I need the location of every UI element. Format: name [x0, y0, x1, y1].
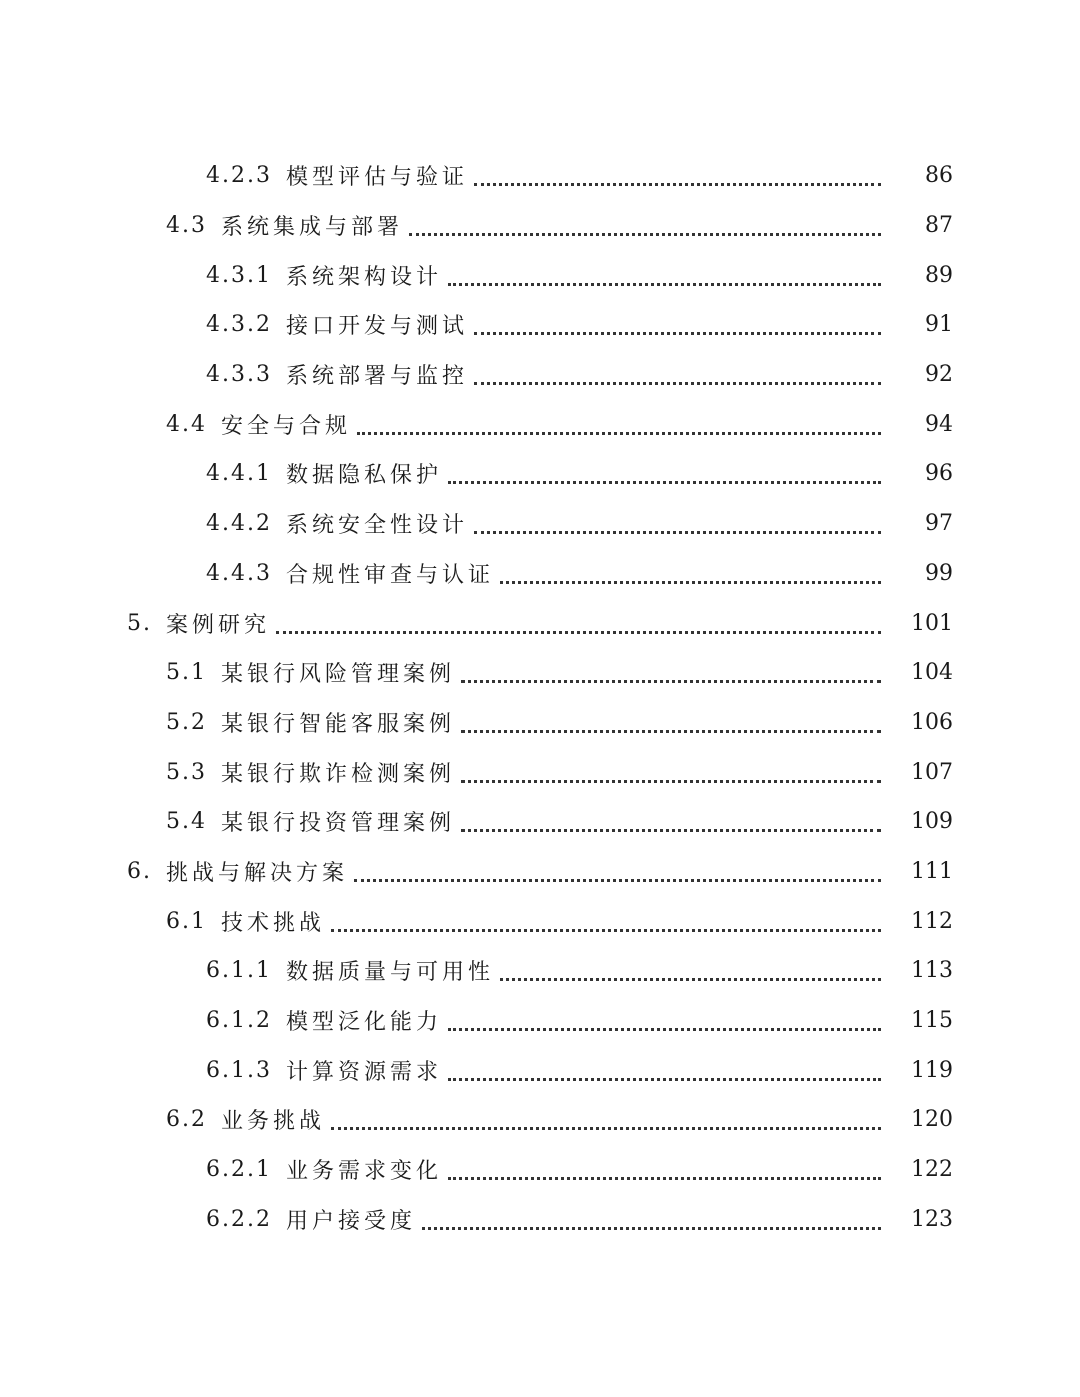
- toc-entry-number: 4.4.1: [206, 461, 272, 487]
- toc-entry-page: 89: [925, 262, 953, 288]
- toc-entry-page: 92: [925, 362, 953, 388]
- toc-entry[interactable]: [0, 499, 1080, 549]
- toc-entry-number: 5.: [127, 610, 152, 636]
- dot-leader: [448, 1056, 881, 1081]
- toc-entry[interactable]: [0, 1194, 1080, 1244]
- toc-entry-page: 107: [911, 759, 953, 785]
- toc-entry-title: 挑战与解决方案: [166, 860, 349, 886]
- toc-entry-page: 119: [911, 1057, 953, 1083]
- toc-entry-number: 6.2: [166, 1107, 207, 1133]
- dot-leader: [461, 658, 881, 683]
- toc-entry-page: 96: [925, 461, 953, 487]
- toc-entry-title: 技术挑战: [221, 910, 326, 936]
- toc-entry[interactable]: [0, 1045, 1080, 1095]
- toc-entry-number: 4.3.1: [206, 262, 272, 288]
- dot-leader: [331, 907, 881, 932]
- toc-entry[interactable]: [0, 896, 1080, 946]
- toc-entry[interactable]: [0, 201, 1080, 251]
- toc-entry-title: 合规性审查与认证: [285, 562, 494, 588]
- dot-leader: [409, 211, 881, 236]
- toc-entry-title: 模型泛化能力: [285, 1010, 442, 1036]
- toc-entry-page: 122: [911, 1157, 953, 1183]
- toc-entry-page: 104: [911, 660, 953, 686]
- toc-entry-number: 5.4: [166, 809, 207, 835]
- toc-entry-page: 115: [911, 1008, 953, 1034]
- toc-entry-title: 某银行风险管理案例: [221, 662, 456, 688]
- toc-entry-title: 数据质量与可用性: [285, 960, 494, 986]
- toc-entry-title: 用户接受度: [285, 1208, 416, 1234]
- toc-entry[interactable]: [0, 648, 1080, 698]
- toc-entry-title: 系统安全性设计: [285, 513, 468, 539]
- toc-entry-title: 数据隐私保护: [285, 463, 442, 489]
- dot-leader: [448, 1006, 881, 1031]
- toc-entry[interactable]: [0, 250, 1080, 300]
- dot-leader: [474, 310, 881, 335]
- toc-entry-page: 87: [925, 213, 953, 239]
- toc-entry-page: 97: [925, 511, 953, 537]
- toc-entry-number: 4.4: [166, 411, 207, 437]
- toc-entry[interactable]: [0, 300, 1080, 350]
- dot-leader: [448, 261, 881, 286]
- toc-entry[interactable]: [0, 797, 1080, 847]
- toc-entry-title: 模型评估与验证: [285, 165, 468, 191]
- toc-entry-title: 案例研究: [166, 612, 271, 638]
- toc-entry[interactable]: [0, 698, 1080, 748]
- toc-entry[interactable]: [0, 847, 1080, 897]
- dot-leader: [474, 360, 881, 385]
- toc-entry-number: 6.: [127, 858, 152, 884]
- dot-leader: [276, 609, 881, 634]
- toc-entry[interactable]: [0, 399, 1080, 449]
- toc-entry[interactable]: [0, 350, 1080, 400]
- toc-entry-number: 6.1: [166, 908, 207, 934]
- toc-entry[interactable]: [0, 549, 1080, 599]
- toc-entry-title: 系统部署与监控: [285, 364, 468, 390]
- toc-entry-page: 106: [911, 709, 953, 735]
- dot-leader: [461, 708, 881, 733]
- dot-leader: [500, 559, 881, 584]
- toc-entry[interactable]: [0, 1145, 1080, 1195]
- toc-entry-page: 113: [911, 958, 953, 984]
- toc-entry-title: 某银行欺诈检测案例: [221, 761, 456, 787]
- toc-entry-title: 业务需求变化: [285, 1159, 442, 1185]
- toc-entry-page: 86: [925, 163, 953, 189]
- dot-leader: [422, 1205, 881, 1230]
- toc-entry-title: 安全与合规: [221, 413, 352, 439]
- dot-leader: [448, 459, 881, 484]
- dot-leader: [461, 758, 881, 783]
- dot-leader: [461, 807, 881, 832]
- toc-entry-title: 业务挑战: [221, 1109, 326, 1135]
- table-of-contents: [0, 151, 1080, 1244]
- toc-entry-title: 某银行投资管理案例: [221, 811, 456, 837]
- toc-entry-number: 4.3.3: [206, 362, 272, 388]
- toc-entry[interactable]: [0, 1095, 1080, 1145]
- toc-entry-title: 系统集成与部署: [221, 215, 404, 241]
- toc-entry-number: 4.2.3: [206, 163, 272, 189]
- toc-entry[interactable]: [0, 996, 1080, 1046]
- dot-leader: [500, 956, 881, 981]
- toc-entry-page: 94: [925, 411, 953, 437]
- toc-entry-title: 某银行智能客服案例: [221, 711, 456, 737]
- toc-entry[interactable]: [0, 449, 1080, 499]
- toc-entry-page: 120: [911, 1107, 953, 1133]
- toc-entry-number: 6.1.1: [206, 958, 272, 984]
- toc-entry-number: 4.4.3: [206, 560, 272, 586]
- toc-entry-number: 5.2: [166, 709, 207, 735]
- toc-entry-page: 109: [911, 809, 953, 835]
- toc-entry-number: 4.4.2: [206, 511, 272, 537]
- toc-entry-number: 5.1: [166, 660, 207, 686]
- dot-leader: [448, 1155, 881, 1180]
- toc-entry-number: 4.3: [166, 213, 207, 239]
- toc-entry-page: 99: [925, 560, 953, 586]
- toc-entry-number: 6.2.1: [206, 1157, 272, 1183]
- toc-entry-title: 接口开发与测试: [285, 314, 468, 340]
- toc-entry-page: 111: [911, 858, 953, 884]
- dot-leader: [357, 410, 881, 435]
- toc-entry[interactable]: [0, 946, 1080, 996]
- dot-leader: [474, 161, 881, 186]
- toc-entry-title: 计算资源需求: [285, 1059, 442, 1085]
- dot-leader: [331, 1105, 881, 1130]
- toc-entry-title: 系统架构设计: [285, 264, 442, 290]
- toc-entry-page: 112: [911, 908, 953, 934]
- toc-entry-number: 5.3: [166, 759, 207, 785]
- toc-entry[interactable]: [0, 151, 1080, 201]
- dot-leader: [474, 509, 881, 534]
- toc-entry[interactable]: [0, 598, 1080, 648]
- dot-leader: [354, 857, 881, 882]
- toc-entry-page: 101: [911, 610, 953, 636]
- toc-entry[interactable]: [0, 747, 1080, 797]
- toc-entry-page: 123: [911, 1206, 953, 1232]
- toc-entry-number: 6.1.3: [206, 1057, 272, 1083]
- toc-entry-number: 6.1.2: [206, 1008, 272, 1034]
- toc-entry-number: 6.2.2: [206, 1206, 272, 1232]
- toc-entry-page: 91: [925, 312, 953, 338]
- toc-entry-number: 4.3.2: [206, 312, 272, 338]
